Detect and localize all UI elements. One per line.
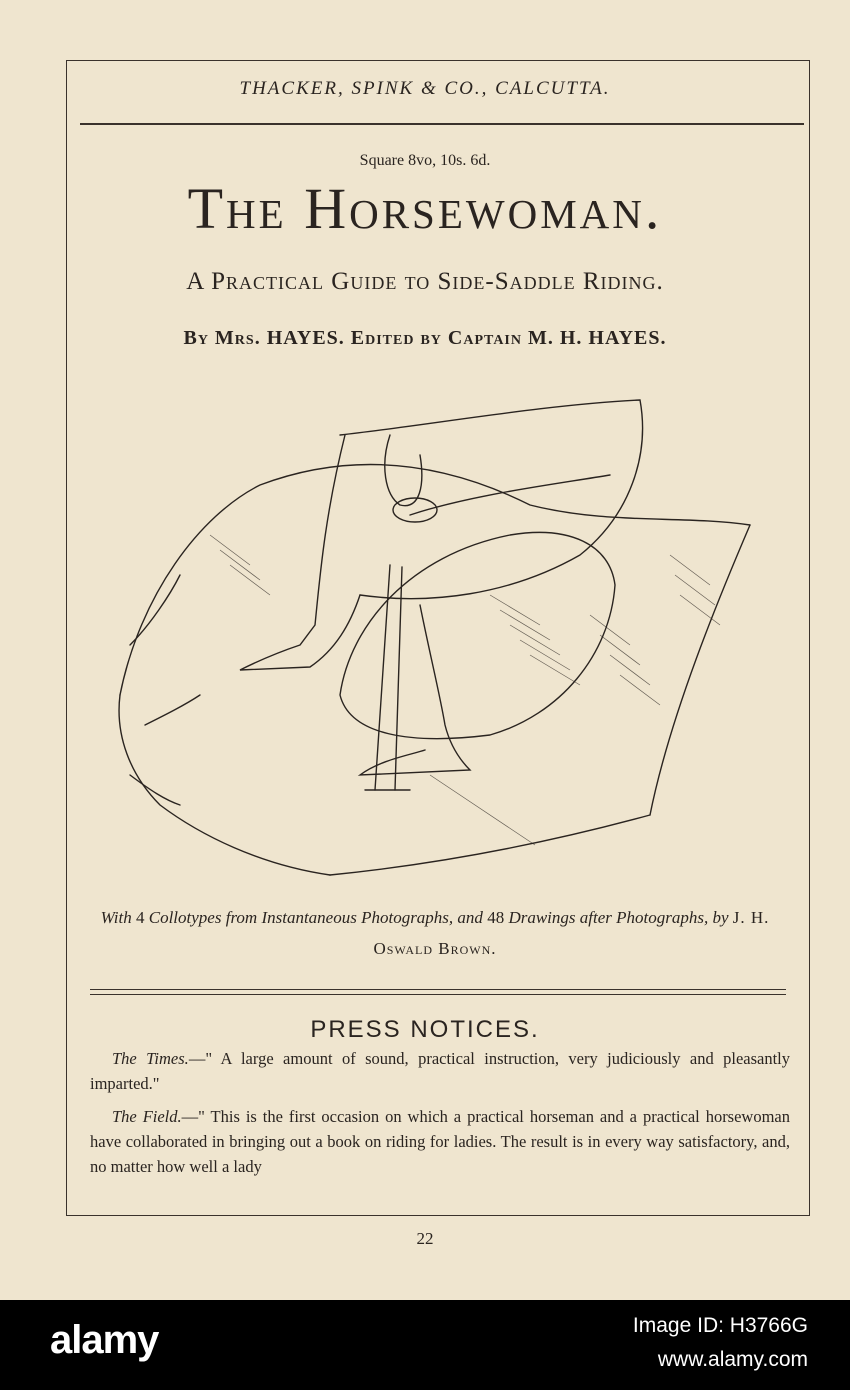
author-byline: By Mrs. HAYES. Edited by Captain M. H. HAYES.: [183, 327, 667, 349]
press-notices-heading: PRESS NOTICES.: [310, 1016, 540, 1043]
caption-part1: With: [100, 908, 132, 927]
notice-source: The Times.: [112, 1049, 189, 1068]
illustration-caption: [100, 902, 770, 964]
notice-text: —" A large amount of sound, practical instruction, very judiciously and pleasantly imparted.": [90, 1049, 791, 1093]
side-saddle-illustration: [110, 395, 770, 890]
notice-source: The Field.: [112, 1107, 182, 1126]
site-url: www.alamy.com: [657, 1348, 808, 1371]
watermark-banner: [0, 1300, 850, 1390]
press-notice-field: [90, 1104, 790, 1179]
caption-count-drawings: 48: [487, 908, 505, 927]
section-rule-bottom: [90, 994, 786, 995]
press-notice-times: [90, 1046, 790, 1096]
page-number: 22: [416, 1229, 434, 1248]
running-head: THACKER, SPINK & CO., CALCUTTA.: [239, 78, 611, 99]
caption-part3: Drawings after Photographs, by: [508, 908, 729, 927]
caption-part2: Collotypes from Instantaneous Photographs, and: [148, 908, 483, 927]
section-rule-top: [90, 989, 786, 990]
alamy-logo: alamy: [50, 1318, 159, 1362]
notice-text: —" This is the first occasion on which a practical horseman and a practical horsewoman have collaborated in bringing out a book on riding for ladies. The result is in every way satisfactory, and, no matter how well a lady: [90, 1107, 791, 1176]
book-title: The Horsewoman.: [187, 176, 663, 241]
caption-artist: J. H. Oswald Brown.: [373, 908, 770, 958]
caption-count-collotypes: 4: [136, 908, 145, 927]
book-subtitle: A Practical Guide to Side-Saddle Riding.: [186, 268, 664, 295]
header-rule: [80, 123, 804, 125]
image-id: Image ID: H3766G: [632, 1314, 808, 1337]
price-line: Square 8vo, 10s. 6d.: [359, 152, 491, 169]
